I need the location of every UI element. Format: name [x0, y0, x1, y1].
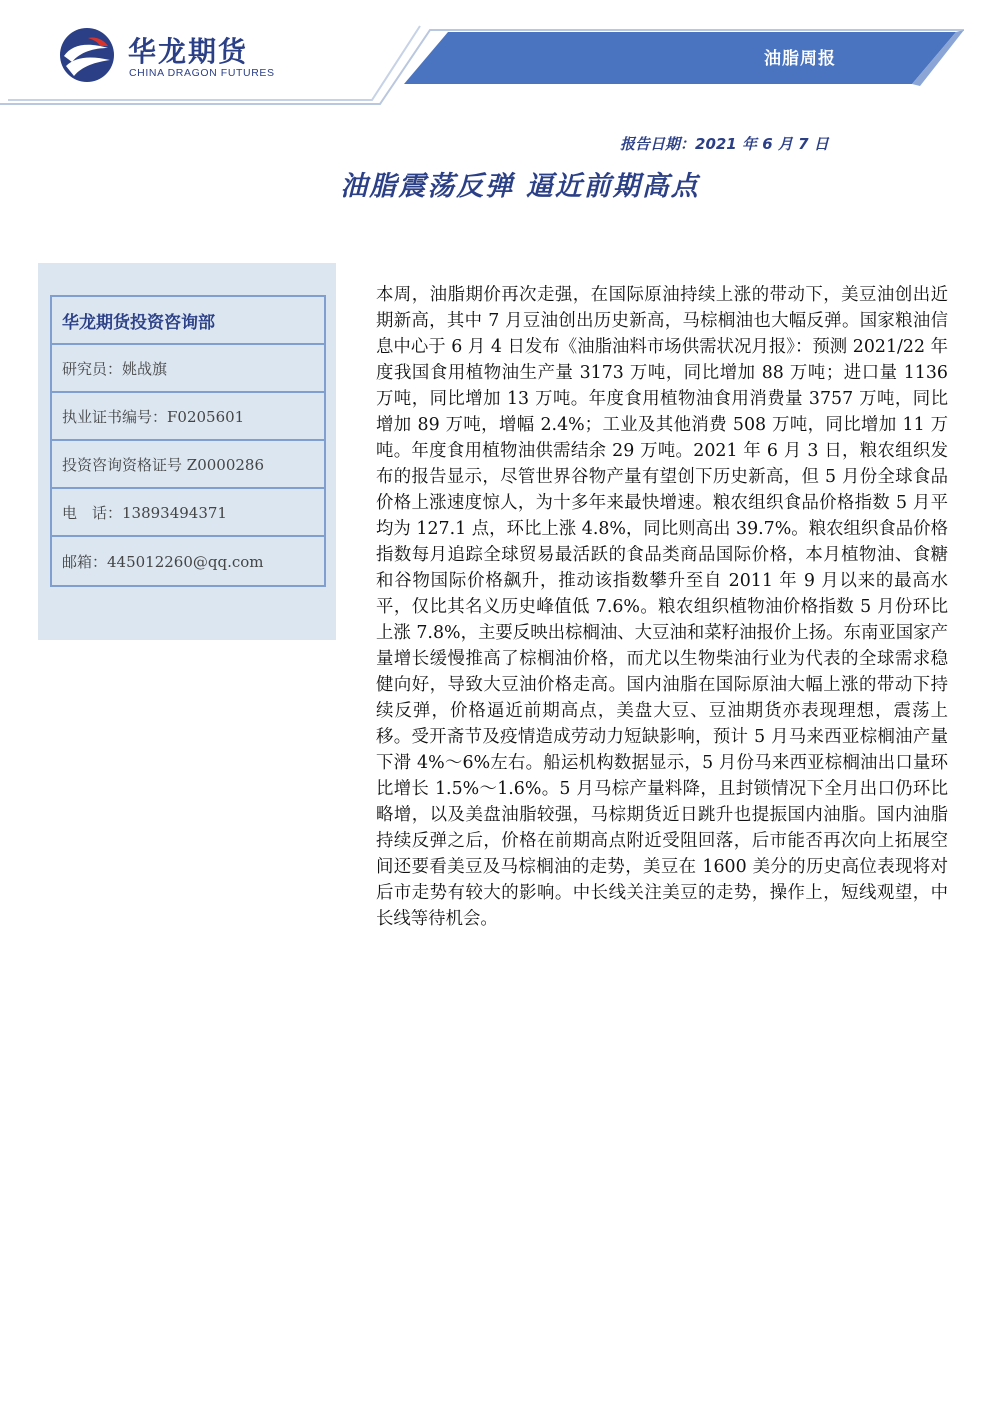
report-type-label: 油脂周报	[764, 49, 836, 69]
dragon-logo-icon	[58, 26, 116, 84]
researcher-name: 研究员：姚战旗	[52, 345, 324, 393]
report-body: 本周，油脂期价再次走强，在国际原油持续上涨的带动下，美豆油创出近期新高，其中 7 月豆油创出历史新高，马棕榈油也大幅反弹。国家粮油信息中心于 6 月 4 日发布《油脂油料市场供需状况月报》：预测 2021/22 年度我国食用植物油生产量 3173 万吨，同比增加 88 万吨；进口量 1136 万吨，同比增加 13 万吨。年度食用植物油食用消费量 3757 万吨，同比增加 89 万吨，增幅 2.4%；工业及其他消费 508 万吨，同比增加 11 万吨。年度食用植物油供需结余 29 万吨。2021 年 6 月 3 日，粮农组织发布的报告显示，尽管世界谷物产量有望创下历史新高，但 5 月份全球食品价格上涨速度惊人，为十多年来最快增速。粮农组织食品价格指数 5 月平均为 127.1 点，环比上涨 4.8%，同比则高出 39.7%。粮农组织食品价格指数每月追踪全球贸易最活跃的食品类商品国际价格，本月植物油、食糖和谷物国际价格飙升，推动该指数攀升至自 2011 年 9 月以来的最高水平，仅比其名义历史峰值低 7.6%。粮农组织植物油价格指数 5 月份环比上涨 7.8%，主要反映出棕榈油、大豆油和菜籽油报价上扬。东南亚国家产量增长缓慢推高了棕榈油价格，而尤以生物柴油行业为代表的全球需求稳健向好，导致大豆油价格走高。国内油脂在国际原油大幅上涨的带动下持续反弹，价格逼近前期高点，美盘大豆、豆油期货亦表现理想，震荡上移。受开斋节及疫情造成劳动力短缺影响，预计 5 月马来西亚棕榈油产量下滑 4%～6%左右。船运机构数据显示，5 月份马来西亚棕榈油出口量环比增长 1.5%～1.6%。5 月马棕产量料降，且封锁情况下全月出口仍环比略增，以及美盘油脂较强，马棕期货近日跳升也提振国内油脂。国内油脂持续反弹之后，价格在前期高点附近受阻回落，后市能否再次向上拓展空间还要看美豆及马棕榈油的走势，美豆在 1600 美分的历史高位表现将对后市走势有较大的影响。中长线关注美豆的走势，操作上，短线观望，中长线等待机会。	[376, 285, 948, 929]
phone-number: 电 话：13893494371	[52, 489, 324, 537]
logo-company-name: 华龙期货	[128, 35, 249, 68]
qualification-number: 投资咨询资格证号 Z0000286	[52, 441, 324, 489]
license-number: 执业证书编号：F0205601	[52, 393, 324, 441]
contact-panel	[38, 263, 336, 640]
department-name: 华龙期货投资咨询部	[52, 297, 324, 345]
contact-table	[50, 295, 326, 587]
report-title: 油脂震荡反弹 逼近前期高点	[340, 171, 700, 202]
page-header	[0, 0, 992, 110]
email-address: 邮箱：445012260@qq.com	[62, 552, 264, 571]
report-date: 报告日期：2021 年 6 月 7 日	[620, 135, 829, 153]
logo-company-name-en: CHINA DRAGON FUTURES	[129, 67, 275, 79]
